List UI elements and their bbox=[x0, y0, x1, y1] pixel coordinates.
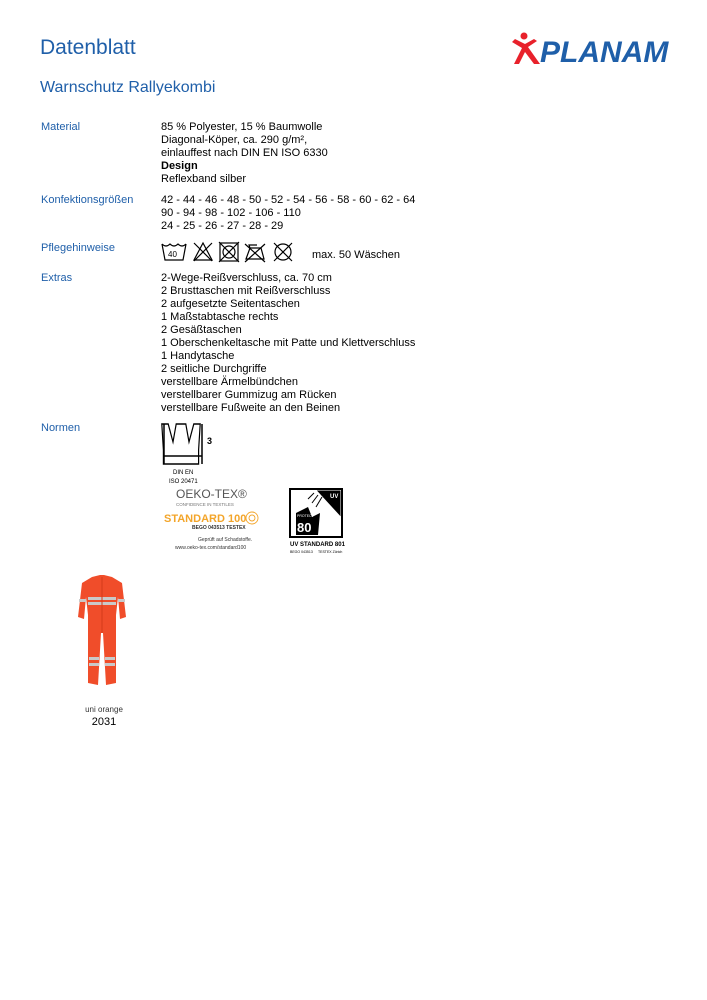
extras-item: 2-Wege-Reißverschluss, ca. 70 cm bbox=[161, 272, 332, 284]
no-bleach-icon bbox=[194, 243, 212, 261]
svg-text:UV STANDARD 801: UV STANDARD 801 bbox=[290, 542, 345, 548]
extras-item: verstellbare Fußweite an den Beinen bbox=[161, 402, 341, 414]
material-line: einlauffest nach DIN EN ISO 6330 bbox=[161, 147, 328, 159]
svg-text:STANDARD 100: STANDARD 100 bbox=[164, 513, 247, 525]
sizes-label: Konfektionsgrößen bbox=[41, 194, 134, 206]
extras-item: 2 seitliche Durchgriffe bbox=[161, 363, 267, 375]
svg-text:www.oeko-tex.com/standard100: www.oeko-tex.com/standard100 bbox=[175, 545, 247, 551]
product-coverall-image bbox=[78, 575, 126, 687]
extras-label: Extras bbox=[41, 272, 73, 284]
svg-text:Geprüft auf Schadstoffe.: Geprüft auf Schadstoffe. bbox=[198, 537, 253, 543]
oeko-tex-badge bbox=[162, 485, 262, 553]
wash-40-icon bbox=[162, 244, 186, 260]
svg-text:80: 80 bbox=[297, 520, 312, 535]
norms-label: Normen bbox=[41, 422, 81, 434]
material-label: Material bbox=[41, 121, 81, 133]
extras-item: 1 Maßstabtasche rechts bbox=[161, 311, 279, 323]
product-name: Warnschutz Rallyekombi bbox=[40, 79, 216, 96]
care-symbols bbox=[161, 240, 311, 264]
extras-item: 2 aufgesetzte Seitentaschen bbox=[161, 298, 300, 310]
color-name: uni orange bbox=[85, 705, 123, 714]
material-line: Diagonal-Köper, ca. 290 g/m², bbox=[161, 134, 308, 146]
care-wash-limit: max. 50 Wäschen bbox=[312, 249, 401, 261]
sizes-line: 42 - 44 - 46 - 48 - 50 - 52 - 54 - 56 - 58 - 60 - 62 - 64 bbox=[161, 194, 416, 206]
uv-standard-801-badge bbox=[288, 487, 348, 555]
design-label: Design bbox=[161, 160, 198, 172]
svg-text:BEGO 043513: BEGO 043513 bbox=[290, 550, 313, 554]
svg-text:PROTECT: PROTECT bbox=[297, 514, 314, 518]
hivis-vest-icon bbox=[161, 420, 221, 488]
svg-text:OEKO-TEX®: OEKO-TEX® bbox=[176, 487, 247, 501]
logo-figure-icon bbox=[512, 33, 540, 65]
material-value bbox=[161, 121, 328, 186]
svg-text:CONFIDENCE IN TEXTILES: CONFIDENCE IN TEXTILES bbox=[176, 502, 234, 507]
extras-item: verstellbare Ärmelbündchen bbox=[161, 376, 298, 388]
no-iron-icon bbox=[245, 244, 265, 262]
brand-wordmark: PLANAM bbox=[540, 36, 669, 69]
svg-text:TESTEX Zürich: TESTEX Zürich bbox=[318, 550, 343, 554]
sizes-line: 24 - 25 - 26 - 27 - 28 - 29 bbox=[161, 220, 284, 232]
no-tumble-dry-icon bbox=[219, 242, 239, 262]
planam-logo bbox=[510, 30, 670, 70]
extras-item: 2 Gesäßtaschen bbox=[161, 324, 242, 336]
page-title: Datenblatt bbox=[40, 36, 136, 59]
color-code: 2031 bbox=[91, 716, 117, 728]
svg-text:ISO 20471: ISO 20471 bbox=[169, 479, 198, 485]
no-dry-clean-icon bbox=[274, 243, 292, 261]
svg-text:40: 40 bbox=[168, 250, 177, 259]
sizes-value bbox=[161, 194, 415, 233]
extras-item: 1 Handytasche bbox=[161, 350, 235, 362]
svg-text:3: 3 bbox=[207, 436, 213, 446]
material-line: 85 % Polyester, 15 % Baumwolle bbox=[161, 121, 323, 133]
extras-list bbox=[161, 272, 415, 415]
svg-text:BEGO 043513 TESTEX: BEGO 043513 TESTEX bbox=[192, 525, 246, 531]
oeko-tex-seal-icon bbox=[246, 512, 258, 524]
extras-item: verstellbarer Gummizug am Rücken bbox=[161, 389, 337, 401]
design-value: Reflexband silber bbox=[161, 173, 246, 185]
extras-item: 1 Oberschenkeltasche mit Patte und Klettverschluss bbox=[161, 337, 416, 349]
svg-text:UV: UV bbox=[330, 494, 339, 500]
extras-item: 2 Brusttaschen mit Reißverschluss bbox=[161, 285, 331, 297]
care-label: Pflegehinweise bbox=[41, 242, 115, 254]
sizes-line: 90 - 94 - 98 - 102 - 106 - 110 bbox=[161, 207, 301, 219]
svg-text:DIN EN: DIN EN bbox=[173, 470, 194, 476]
